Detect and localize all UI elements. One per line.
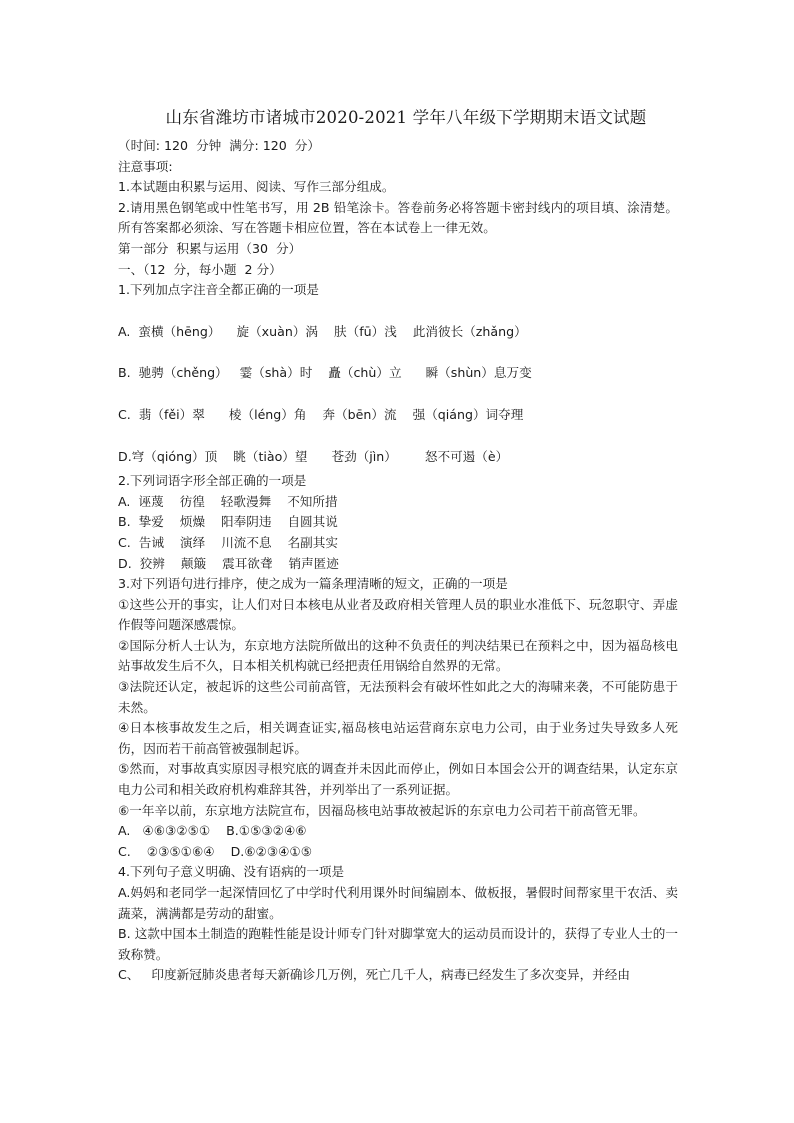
q2-stem: 2.下列词语字形全部正确的一项是	[118, 473, 307, 489]
q3-sentence-4: ④日本核事故发生之后，相关调查证实,福岛核电站运营商东京电力公司，由于业务过失导致多人死伤，因而若干前高管被强制起诉。	[118, 720, 678, 756]
q4-option-a: A.妈妈和老同学一起深情回忆了中学时代利用课外时间编剧本、做板报，暑假时间帮家里干农活、卖蔬菜，满满都是劳动的甜蜜。	[118, 885, 678, 921]
q4-option-b: B. 这款中国本土制造的跑鞋性能是设计师专门针对脚掌宽大的运动员而设计的，获得了专业人士的一致称赞。	[118, 926, 678, 962]
q3-stem: 3.对下列语句进行排序，使之成为一篇条理清晰的短文，正确的一项是	[118, 576, 508, 592]
q1-option-a: A. 蛮横（hēng） 旋（xuàn）涡 肤（fū）浅 此消彼长（zhǎng）	[118, 323, 527, 339]
q2-option-d: D. 狡辨 颠簸 震耳欲聋 销声匿迹	[118, 555, 339, 571]
q1-option-c: C. 翡（fěi）翠 棱（léng）角 奔（bēn）流 强（qiáng）词夺理	[118, 406, 524, 422]
q3-sentence-3: ③法院还认定，被起诉的这些公司前高管，无法预料会有破坏性如此之大的海啸来袭，不可能防患于未然。	[118, 679, 678, 715]
notice-heading: 注意事项:	[118, 158, 173, 174]
q1-stem: 1.下列加点字注音全都正确的一项是	[118, 282, 319, 298]
q4-option-c: C、 印度新冠肺炎患者每天新确诊几万例，死亡几千人，病毒已经发生了多次变异，并经由	[118, 967, 630, 983]
q2-option-b: B. 挚爱 烦燥 阳奉阴违 自圆其说	[118, 514, 338, 530]
q4-stem: 4.下列句子意义明确、没有语病的一项是	[118, 864, 345, 880]
q3-options-ab: A. ④⑥③②⑤① B.①⑤③②④⑥	[118, 823, 307, 839]
q3-sentence-1: ①这些公开的事实，让人们对日本核电从业者及政府相关管理人员的职业水准低下、玩忽职守、弄虚作假等问题深感震惊。	[118, 596, 678, 633]
q1-option-d: D.穹（qióng）顶 眺（tiào）望 苍劲（jìn） 怒不可遏（è）	[118, 448, 509, 464]
q2-option-c: C. 告诫 演绎 川流不息 名副其实	[118, 534, 338, 550]
q1-option-b: B. 驰骋（chěng） 霎（shà）时 矗（chù）立 瞬（shùn）息万变	[118, 365, 532, 381]
q3-sentence-2: ②国际分析人士认为，东京地方法院所做出的这种不负责任的判决结果已在预料之中，因为福岛核电站事故发生后不久，日本相关机构就已经把责任用锅给自然界的无常。	[118, 637, 678, 674]
q2-option-a: A. 诬蔑 彷徨 轻歌漫舞 不知所措	[118, 493, 338, 509]
notice-item-1: 1.本试题由积累与运用、阅读、写作三部分组成。	[118, 179, 395, 195]
part1-heading: 第一部分 积累与运用（30 分）	[118, 240, 302, 256]
time-info: （时间: 120 分钟 满分: 120 分）	[118, 138, 320, 153]
q3-sentence-6: ⑥一年辛以前，东京地方法院宣布，因福岛核电站事故被起诉的东京电力公司若干前高管无罪。	[118, 802, 646, 818]
q3-sentence-5: ⑤然而，对事故真实原因寻根究底的调查并未因此而停止，例如日本国会公开的调查结果，认定东京电力公司和相关政府机构难辞其咎，并列举出了一系列证据。	[118, 761, 678, 798]
q3-options-cd: C. ②③⑤①⑥④ D.⑥②③④①⑤	[118, 843, 313, 859]
notice-item-2: 2.请用黑色钢笔或中性笔书写，用 2B 铅笔涂卡。答卷前务必将答题卡密封线内的项目填、涂清楚。所有答案都必须涂、写在答题卡相应位置，答在本试卷上一律无效。	[118, 199, 678, 236]
exam-page	[118, 104, 678, 986]
page-title: 山东省潍坊市诸城市2020-2021 学年八年级下学期期末语文试题	[165, 108, 647, 127]
section1-heading: 一、（12 分，每小题 2 分）	[118, 261, 282, 277]
